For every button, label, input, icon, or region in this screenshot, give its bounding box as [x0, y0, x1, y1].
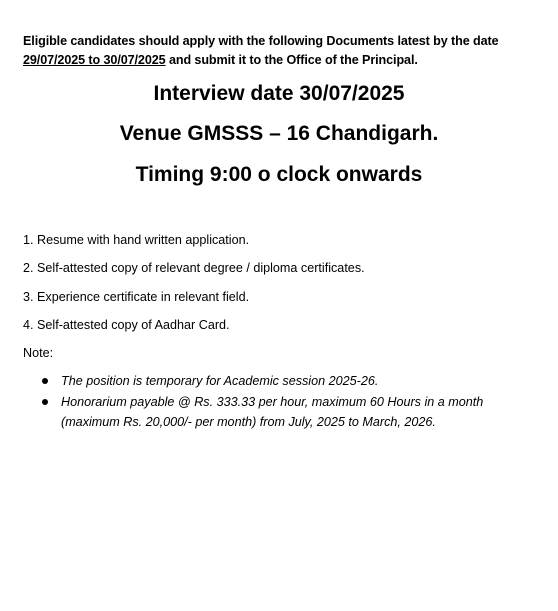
application-instructions — [23, 32, 538, 70]
note-item — [41, 392, 534, 432]
document-item: 1. Resume with hand written application. — [23, 233, 250, 247]
document-item: 4. Self-attested copy of Aadhar Card. — [23, 318, 230, 333]
note-text: Honorarium payable @ Rs. 333.33 per hour, maximum 60 Hours in a month (maximum Rs. 20,000/- per month) from July, 2025 to March, 2026. — [61, 395, 484, 429]
bullet-icon — [42, 399, 48, 405]
bullet-icon — [42, 378, 48, 384]
note-text: The position is temporary for Academic session 2025-26. — [61, 374, 379, 388]
instructions-line-1: Eligible candidates should apply with the following Documents latest by the date — [23, 34, 499, 48]
document-item: 2. Self-attested copy of relevant degree / diploma certificates. — [23, 261, 365, 276]
notes-list — [41, 371, 534, 433]
venue-heading: Venue GMSSS – 16 Chandigarh. — [119, 122, 439, 145]
application-date-range: 29/07/2025 to 30/07/2025 — [23, 53, 166, 67]
note-label: Note: — [23, 346, 54, 360]
document-item: 3. Experience certificate in relevant field. — [23, 289, 250, 304]
instructions-line-2: and submit it to the Office of the Principal. — [165, 53, 418, 67]
timing-heading: Timing 9:00 o clock onwards — [135, 163, 423, 186]
interview-date-heading: Interview date 30/07/2025 — [153, 82, 405, 105]
note-item — [41, 371, 534, 391]
required-documents-list — [23, 231, 538, 345]
